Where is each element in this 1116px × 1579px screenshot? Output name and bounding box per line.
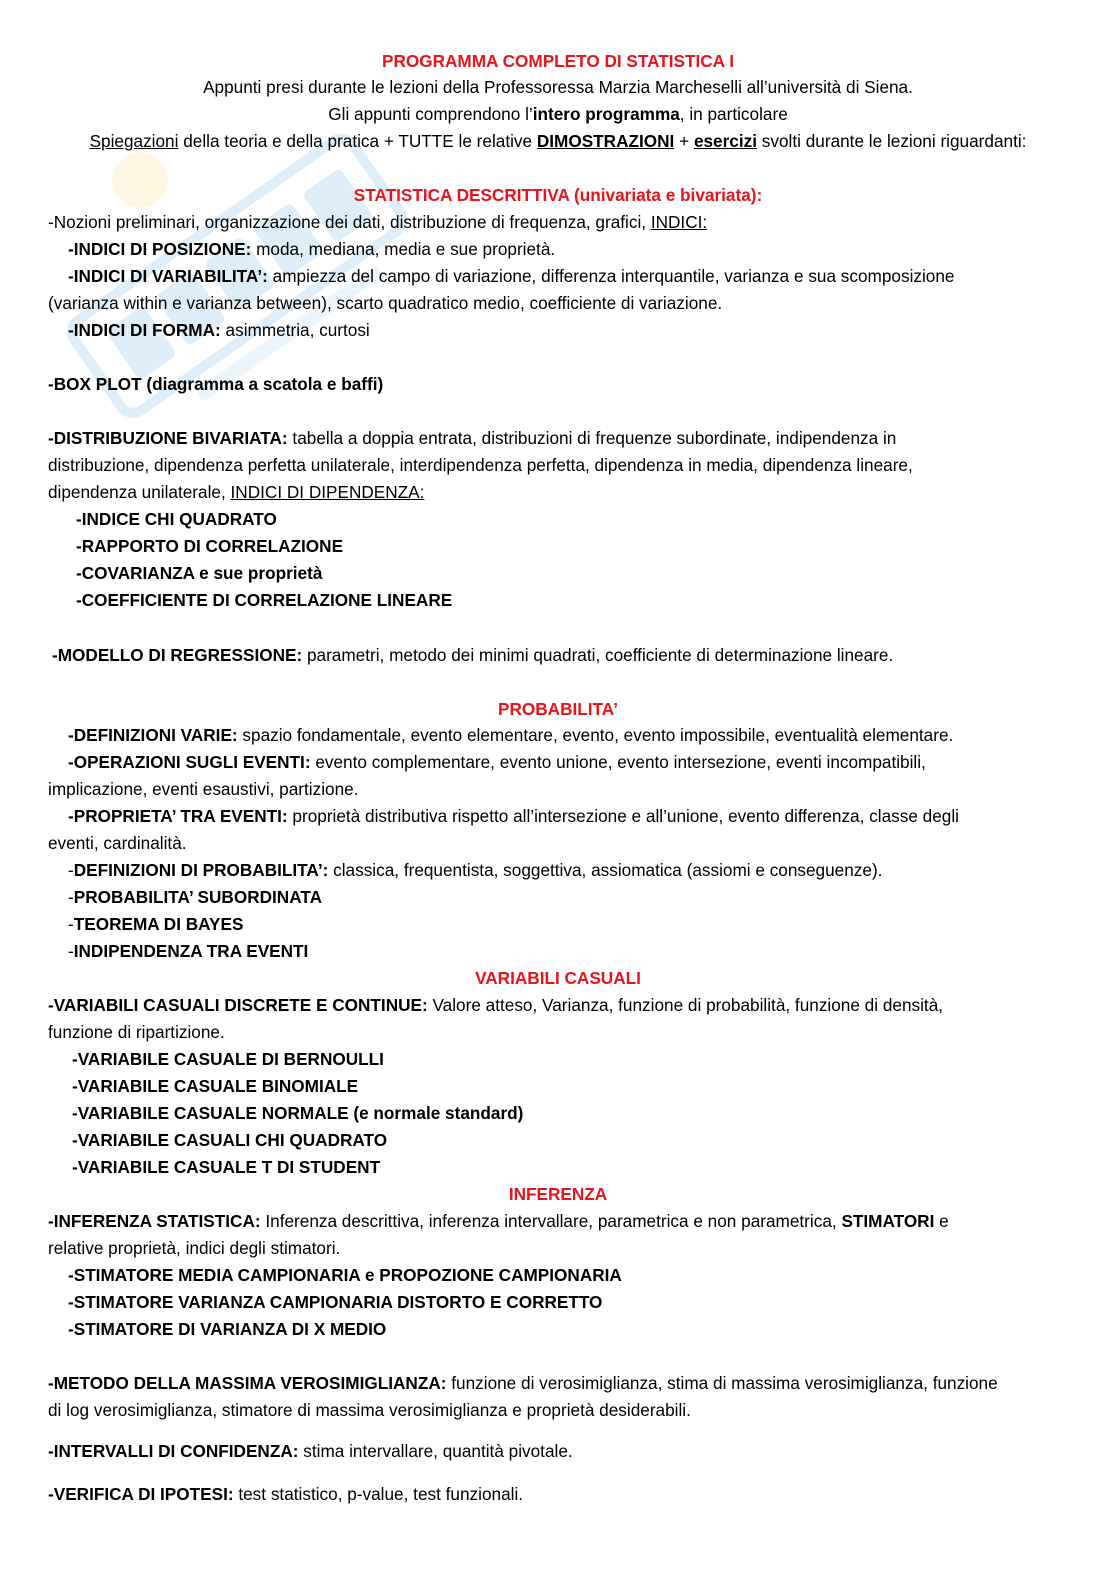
bivariata-cont-1: distribuzione, dipendenza perfetta unilaterale, interdipendenza perfetta, dipendenza in media, dipendenza lineare, bbox=[48, 455, 913, 475]
indici-posizione-text: moda, mediana, media e sue proprietà. bbox=[251, 239, 556, 259]
intro-line-1: Appunti presi durante le lezioni della Professoressa Marzia Marcheselli all’università di Siena. bbox=[203, 77, 913, 97]
indici-variabilita-label: -INDICI DI VARIABILITA’: bbox=[68, 266, 268, 286]
variabile-item: -VARIABILE CASUALE BINOMIALE bbox=[72, 1076, 359, 1096]
operazioni-eventi-text: evento complementare, evento unione, evento intersezione, eventi incompatibili, bbox=[310, 752, 926, 772]
dip-item: -COEFFICIENTE DI CORRELAZIONE LINEARE bbox=[76, 590, 453, 610]
dip-item: -COVARIANZA e sue proprietà bbox=[76, 563, 323, 583]
intro-line-3-f: svolti durante le lezioni riguardanti: bbox=[757, 131, 1027, 151]
proprieta-eventi bbox=[68, 803, 959, 830]
indici-dipendenza: INDICI DI DIPENDENZA: bbox=[230, 482, 425, 502]
intro-line-2-a: Gli appunti comprendono l’ bbox=[328, 104, 533, 124]
stimatore-item: -STIMATORE VARIANZA CAMPIONARIA DISTORTO E CORRETTO bbox=[68, 1292, 603, 1312]
variabile-item: -VARIABILE CASUALE NORMALE (e normale standard) bbox=[72, 1103, 524, 1123]
bivariata-label: -DISTRIBUZIONE BIVARIATA: bbox=[48, 428, 288, 448]
operazioni-eventi-cont: implicazione, eventi esaustivi, partizione. bbox=[48, 779, 359, 799]
inferenza-main-cont: relative proprietà, indici degli stimatori. bbox=[48, 1238, 341, 1258]
vi-label: -VERIFICA DI IPOTESI: bbox=[48, 1484, 234, 1504]
stimatore-item: -STIMATORE DI VARIANZA DI X MEDIO bbox=[68, 1319, 387, 1339]
stimatore-item: -STIMATORE MEDIA CAMPIONARIA e PROPOZIONE CAMPIONARIA bbox=[68, 1265, 622, 1285]
inferenza-stimatori: STIMATORI bbox=[841, 1211, 935, 1231]
box-plot: -BOX PLOT (diagramma a scatola e baffi) bbox=[48, 374, 384, 394]
operazioni-eventi bbox=[68, 749, 926, 776]
mv-cont: di log verosimiglianza, stimatore di massima verosimiglianza e proprietà desiderabili. bbox=[48, 1400, 691, 1420]
mv-text: funzione di verosimiglianza, stima di massima verosimiglianza, funzione bbox=[446, 1373, 998, 1393]
proprieta-eventi-cont: eventi, cardinalità. bbox=[48, 833, 187, 853]
indici-variabilita-text: ampiezza del campo di variazione, differenza interquantile, varianza e sua scomposizione bbox=[267, 266, 955, 286]
proprieta-eventi-label: -PROPRIETA’ TRA EVENTI: bbox=[68, 806, 288, 826]
bivariata-cont-2 bbox=[48, 479, 424, 506]
ic-label: -INTERVALLI DI CONFIDENZA: bbox=[48, 1441, 299, 1461]
intro-dimostrazioni: DIMOSTRAZIONI bbox=[536, 131, 675, 151]
descrittiva-intro-text: -Nozioni preliminari, organizzazione dei dati, distribuzione di frequenza, grafici, bbox=[48, 212, 651, 232]
ic-text: stima intervallare, quantità pivotale. bbox=[298, 1441, 573, 1461]
intro-line-2 bbox=[0, 101, 1116, 128]
intro-esercizi: esercizi bbox=[693, 131, 758, 151]
bayes-label: TEOREMA DI BAYES bbox=[73, 914, 244, 934]
heading-descrittiva: STATISTICA DESCRITTIVA (univariata e bivariata): bbox=[353, 185, 763, 205]
definizioni-varie bbox=[68, 722, 953, 749]
dip-item: -INDICE CHI QUADRATO bbox=[76, 509, 277, 529]
variabile-item: -VARIABILE CASUALE T DI STUDENT bbox=[72, 1157, 381, 1177]
regressione-text: parametri, metodo dei minimi quadrati, coefficiente di determinazione lineare. bbox=[302, 645, 894, 665]
definizioni-probabilita-text: classica, frequentista, soggettiva, assiomatica (assiomi e conseguenze). bbox=[328, 860, 883, 880]
definizioni-varie-text: spazio fondamentale, evento elementare, evento, evento impossibile, eventualità elementare. bbox=[237, 725, 954, 745]
operazioni-eventi-label: -OPERAZIONI SUGLI EVENTI: bbox=[68, 752, 311, 772]
variabili-main-cont: funzione di ripartizione. bbox=[48, 1022, 225, 1042]
descrittiva-indici-link: INDICI: bbox=[650, 212, 708, 232]
dip-item: -RAPPORTO DI CORRELAZIONE bbox=[76, 536, 344, 556]
heading-probabilita: PROBABILITA’ bbox=[498, 699, 618, 719]
intro-line-3 bbox=[0, 128, 1116, 155]
probabilita-subordinata bbox=[68, 884, 322, 911]
document-title: PROGRAMMA COMPLETO DI STATISTICA I bbox=[381, 51, 734, 71]
intervalli-confidenza bbox=[48, 1438, 573, 1465]
variabile-item: -VARIABILE CASUALI CHI QUADRATO bbox=[72, 1130, 388, 1150]
indici-forma-text: asimmetria, curtosi bbox=[220, 320, 370, 340]
teorema-bayes bbox=[68, 911, 243, 938]
intro-line-3-b: della teoria e della pratica + TUTTE le relative bbox=[178, 131, 537, 151]
descrittiva-intro bbox=[48, 209, 707, 236]
inferenza-main-text: Inferenza descrittiva, inferenza intervallare, parametrica e non parametrica, bbox=[260, 1211, 842, 1231]
vi-text: test statistico, p-value, test funzionali. bbox=[233, 1484, 524, 1504]
mv-label: -METODO DELLA MASSIMA VEROSIMIGLIANZA: bbox=[48, 1373, 447, 1393]
indici-posizione-label: -INDICI DI POSIZIONE: bbox=[68, 239, 252, 259]
subordinata-dash: - bbox=[68, 887, 74, 907]
variabili-main-text: Valore atteso, Varianza, funzione di probabilità, funzione di densità, bbox=[427, 995, 944, 1015]
bivariata-cont-2-text: dipendenza unilaterale, bbox=[48, 482, 231, 502]
intro-line-3-d: + bbox=[674, 131, 694, 151]
massima-verosimiglianza bbox=[48, 1370, 998, 1397]
distribuzione-bivariata bbox=[48, 425, 896, 452]
indici-forma-label: -INDICI DI FORMA: bbox=[68, 320, 221, 340]
definizioni-varie-label: -DEFINIZIONI VARIE: bbox=[68, 725, 238, 745]
modello-regressione bbox=[52, 642, 893, 669]
heading-inferenza: INFERENZA bbox=[508, 1184, 608, 1204]
definizioni-probabilita-label: DEFINIZIONI DI PROBABILITA’: bbox=[73, 860, 329, 880]
inferenza-main-label: -INFERENZA STATISTICA: bbox=[48, 1211, 261, 1231]
indici-forma bbox=[68, 317, 370, 344]
subordinata-label: PROBABILITA’ SUBORDINATA bbox=[73, 887, 322, 907]
bayes-dash: - bbox=[68, 914, 74, 934]
bivariata-text: tabella a doppia entrata, distribuzioni di frequenze subordinate, indipendenza in bbox=[287, 428, 897, 448]
indici-variabilita-cont: (varianza within e varianza between), scarto quadratico medio, coefficiente di variazione. bbox=[48, 293, 723, 313]
indici-posizione bbox=[68, 236, 555, 263]
variabile-item: -VARIABILE CASUALE DI BERNOULLI bbox=[72, 1049, 384, 1069]
definizioni-probabilita bbox=[68, 857, 882, 884]
inferenza-main-end: e bbox=[934, 1211, 949, 1231]
inferenza-statistica bbox=[48, 1208, 949, 1235]
intro-line-2-c: , in particolare bbox=[679, 104, 788, 124]
regressione-label: -MODELLO DI REGRESSIONE: bbox=[52, 645, 303, 665]
indipendenza-label: INDIPENDENZA TRA EVENTI bbox=[73, 941, 309, 961]
intro-line-2-bold: intero programma bbox=[532, 104, 680, 124]
indipendenza-eventi bbox=[68, 938, 308, 965]
indici-variabilita bbox=[68, 263, 955, 290]
proprieta-eventi-text: proprietà distributiva rispetto all’intersezione e all’unione, evento differenza, classe degli bbox=[287, 806, 959, 826]
indipendenza-dash: - bbox=[68, 941, 74, 961]
heading-variabili-casuali: VARIABILI CASUALI bbox=[475, 968, 641, 988]
variabili-discrete-continue bbox=[48, 992, 943, 1019]
definizioni-probabilita-dash: - bbox=[68, 860, 74, 880]
verifica-ipotesi bbox=[48, 1481, 523, 1508]
intro-spiegazioni: Spiegazioni bbox=[89, 131, 179, 151]
variabili-main-label: -VARIABILI CASUALI DISCRETE E CONTINUE: bbox=[48, 995, 428, 1015]
